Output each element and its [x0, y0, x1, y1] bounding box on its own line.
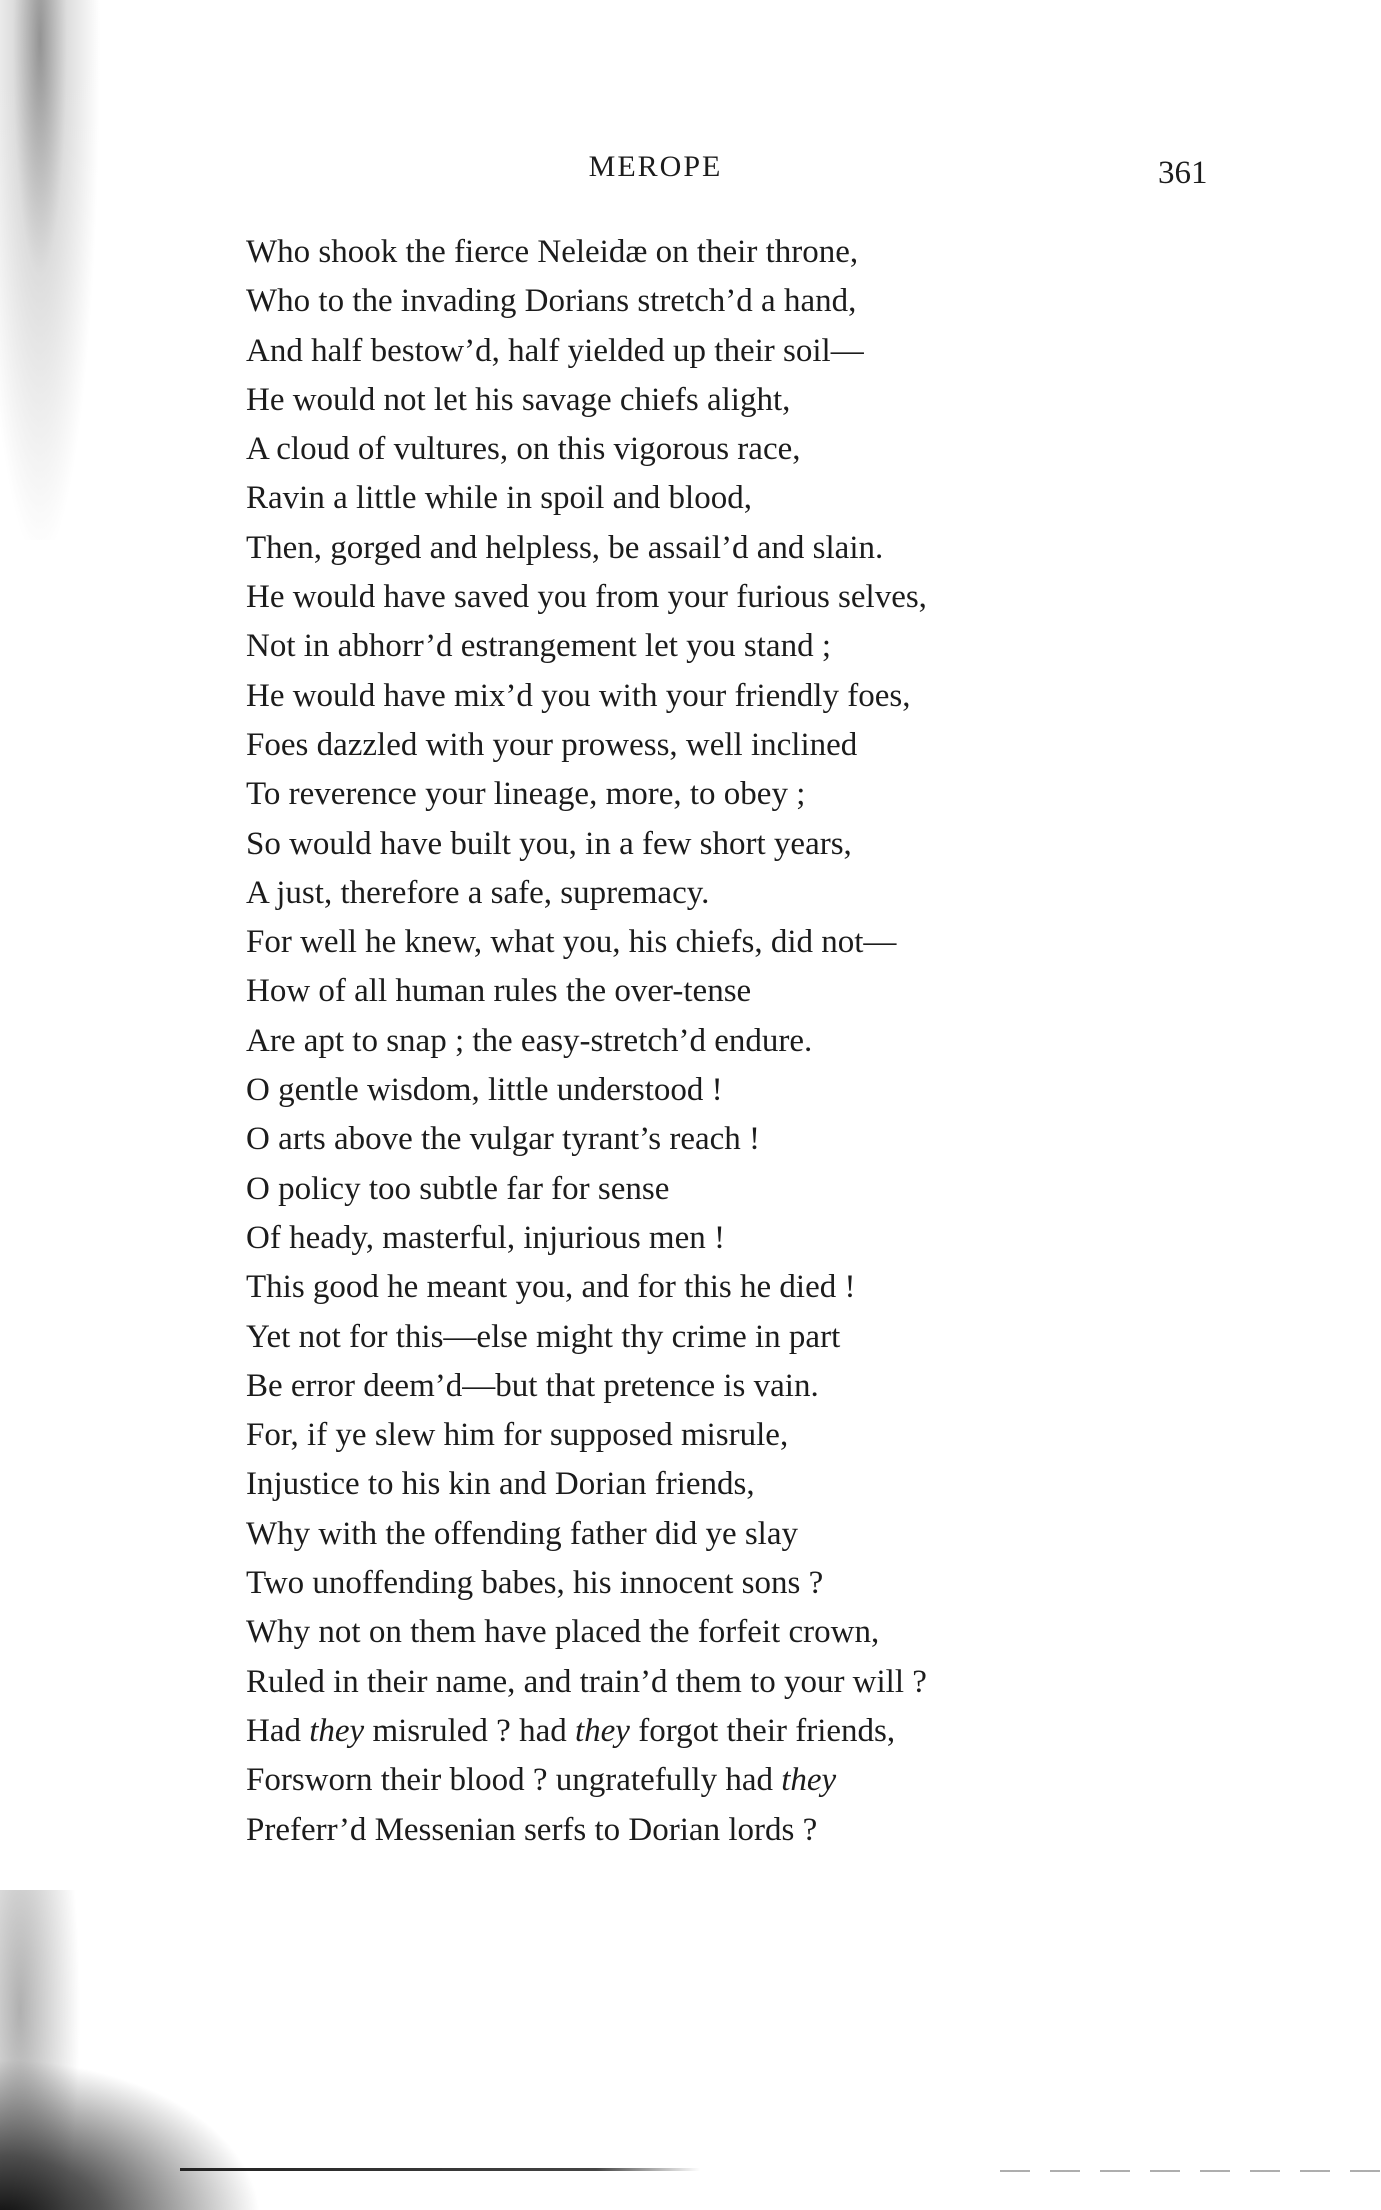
page-edge-rule-right	[1000, 2170, 1381, 2172]
verse-line: He would have mix’d you with your friendly foes,	[246, 677, 911, 714]
verse-line: O gentle wisdom, little understood !	[246, 1072, 723, 1109]
verse-line: Why with the offending father did ye slay	[246, 1515, 798, 1552]
verse-line: A cloud of vultures, on this vigorous race,	[246, 431, 801, 468]
verse-line: Yet not for this—else might thy crime in part	[246, 1318, 841, 1355]
italic-word: they	[309, 1712, 365, 1749]
verse-line: Ruled in their name, and train’d them to your will ?	[246, 1663, 927, 1700]
verse-line: Why not on them have placed the forfeit crown,	[246, 1614, 880, 1651]
verse-line: For well he knew, what you, his chiefs, did not—	[246, 924, 897, 961]
page-edge-rule	[180, 2168, 700, 2171]
binding-shadow-top	[0, 0, 150, 540]
verse-line: Who shook the fierce Neleidæ on their throne,	[246, 234, 859, 270]
running-title: MEROPE	[588, 150, 723, 183]
verse-line: Preferr’d Messenian serfs to Dorian lords ?	[246, 1811, 818, 1848]
binding-shadow-bottom	[0, 1890, 740, 2210]
verse-line: And half bestow’d, half yielded up their soil—	[246, 332, 864, 369]
verse-line: Ravin a little while in spoil and blood,	[246, 480, 752, 517]
verse-line	[246, 1707, 927, 1756]
verse-line	[246, 1756, 927, 1805]
verse-line: Not in abhorr’d estrangement let you stand ;	[246, 628, 831, 665]
verse-line: O policy too subtle far for sense	[246, 1170, 670, 1207]
verse-line: For, if ye slew him for supposed misrule,	[246, 1417, 789, 1454]
verse-segment: Forsworn their blood ? ungratefully had	[246, 1762, 782, 1799]
verse-line: Injustice to his kin and Dorian friends,	[246, 1466, 755, 1503]
verse-segment: forgot their friends,	[629, 1712, 896, 1749]
verse-line: Foes dazzled with your prowess, well inclined	[246, 726, 858, 763]
verse-line: Two unoffending babes, his innocent sons ?	[246, 1565, 824, 1602]
verse-line: He would not let his savage chiefs alight,	[246, 381, 791, 418]
verse-line: Be error deem’d—but that pretence is vain.	[246, 1367, 819, 1404]
verse-line: So would have built you, in a few short years,	[246, 825, 852, 862]
verse-line: He would have saved you from your furious selves,	[246, 579, 927, 616]
verse-line: A just, therefore a safe, supremacy.	[246, 874, 710, 911]
poem-verse	[246, 228, 927, 1855]
page-number: 361	[1158, 155, 1208, 191]
verse-line: Then, gorged and helpless, be assail’d and slain.	[246, 529, 884, 566]
verse-line: To reverence your lineage, more, to obey ;	[246, 776, 806, 813]
verse-segment: misruled ? had	[364, 1712, 575, 1749]
verse-line: How of all human rules the over-tense	[246, 973, 752, 1010]
verse-line: This good he meant you, and for this he died !	[246, 1269, 856, 1306]
verse-segment: Had	[246, 1712, 310, 1749]
verse-line: Are apt to snap ; the easy-stretch’d endure.	[246, 1022, 813, 1059]
verse-line: O arts above the vulgar tyrant’s reach !	[246, 1121, 761, 1158]
italic-word: they	[574, 1712, 630, 1749]
italic-word: they	[781, 1762, 837, 1799]
verse-line: Who to the invading Dorians stretch’d a hand,	[246, 283, 857, 320]
verse-line: Of heady, masterful, injurious men !	[246, 1219, 725, 1256]
